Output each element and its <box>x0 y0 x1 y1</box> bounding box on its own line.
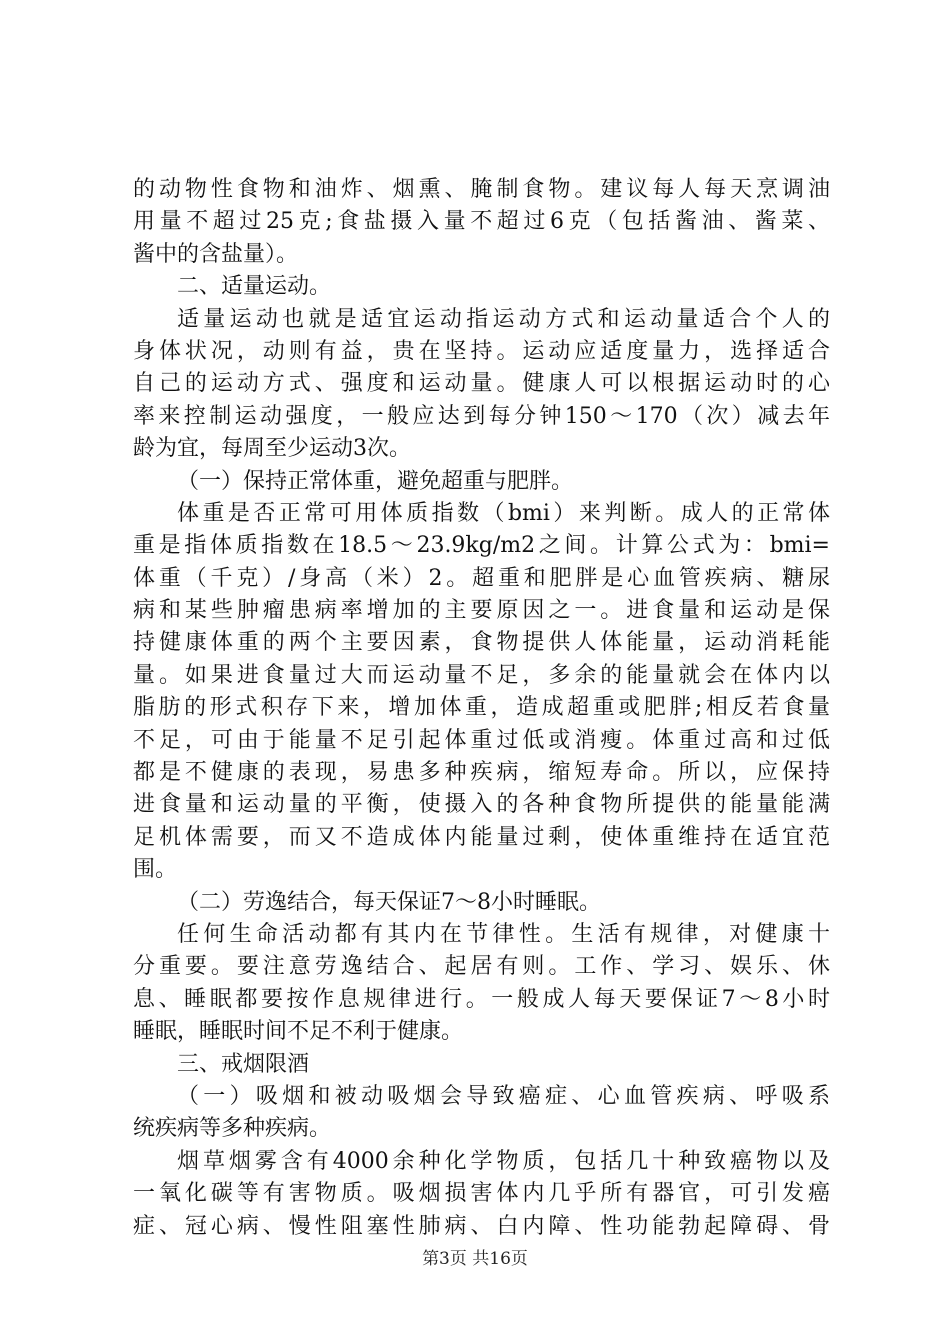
text-line: 重是指体质指数在18.5～23.9kg/m2之间。计算公式为：bmi= <box>133 533 830 559</box>
document-body <box>133 174 830 1243</box>
text-line: 任何生命活动都有其内在节律性。生活有规律，对健康十 <box>177 921 830 947</box>
text-line: 息、睡眠都要按作息规律进行。一般成人每天要保证7～8小时 <box>133 986 830 1012</box>
text-line: 的动物性食物和油炸、烟熏、腌制食物。建议每人每天烹调油 <box>133 177 830 202</box>
text-line: 龄为宜，每周至少运动3次。 <box>133 436 411 462</box>
text-line: 适量运动也就是适宜运动指运动方式和运动量适合个人的 <box>177 306 830 332</box>
section-heading: 二、适量运动。 <box>177 274 332 300</box>
text-line: 酱中的含盐量）。 <box>133 241 299 267</box>
text-line: 病和某些肿瘤患病率增加的主要原因之一。进食量和运动是保 <box>133 598 830 624</box>
text-line: 体重是否正常可用体质指数（bmi）来判断。成人的正常体 <box>177 500 830 526</box>
text-line: 都是不健康的表现，易患多种疾病，缩短寿命。所以，应保持 <box>133 760 830 786</box>
text-line: 自己的运动方式、强度和运动量。健康人可以根据运动时的心 <box>133 371 830 397</box>
text-line: 用量不超过25克;食盐摄入量不超过6克（包括酱油、酱菜、 <box>133 209 830 235</box>
text-line: 分重要。要注意劳逸结合、起居有则。工作、学习、娱乐、休 <box>133 954 830 980</box>
subsection-heading: （二）劳逸结合，每天保证7～8小时睡眠。 <box>177 889 601 915</box>
text-line: 睡眠，睡眠时间不足不利于健康。 <box>133 1019 464 1045</box>
text-line: 围。 <box>133 857 178 883</box>
text-line: 体重（千克）/身高（米）2。超重和肥胖是心血管疾病、糖尿 <box>133 565 830 591</box>
text-line: 足机体需要，而又不造成体内能量过剩，使体重维持在适宜范 <box>133 824 830 850</box>
page-number-footer: 第3页 共16页 <box>422 1249 528 1269</box>
text-line: 进食量和运动量的平衡，使摄入的各种食物所提供的能量能满 <box>133 792 830 818</box>
text-line: 量。如果进食量过大而运动量不足，多余的能量就会在体内以 <box>133 662 830 688</box>
text-line: 脂肪的形式积存下来，增加体重，造成超重或肥胖;相反若食量 <box>133 695 830 721</box>
text-line: 身体状况，动则有益，贵在坚持。运动应适度量力，选择适合 <box>133 338 830 364</box>
text-line: 率来控制运动强度，一般应达到每分钟150～170（次）减去年 <box>133 403 830 429</box>
subsection-heading: （一）保持正常体重，避免超重与肥胖。 <box>177 468 574 494</box>
text-line: 症、冠心病、慢性阻塞性肺病、白内障、性功能勃起障碍、骨 <box>133 1213 830 1239</box>
text-line: 不足，可由于能量不足引起体重过低或消瘦。体重过高和过低 <box>133 727 830 753</box>
text-line: 统疾病等多种疾病。 <box>133 1116 332 1142</box>
subsection-heading: （一）吸烟和被动吸烟会导致癌症、心血管疾病、呼吸系 <box>177 1083 830 1109</box>
text-line: 烟草烟雾含有4000余种化学物质，包括几十种致癌物以及 <box>177 1148 830 1174</box>
text-line: 持健康体重的两个主要因素，食物提供人体能量，运动消耗能 <box>133 630 830 656</box>
text-line: 一氧化碳等有害物质。吸烟损害体内几乎所有器官，可引发癌 <box>133 1181 830 1207</box>
section-heading: 三、戒烟限酒 <box>177 1051 310 1077</box>
